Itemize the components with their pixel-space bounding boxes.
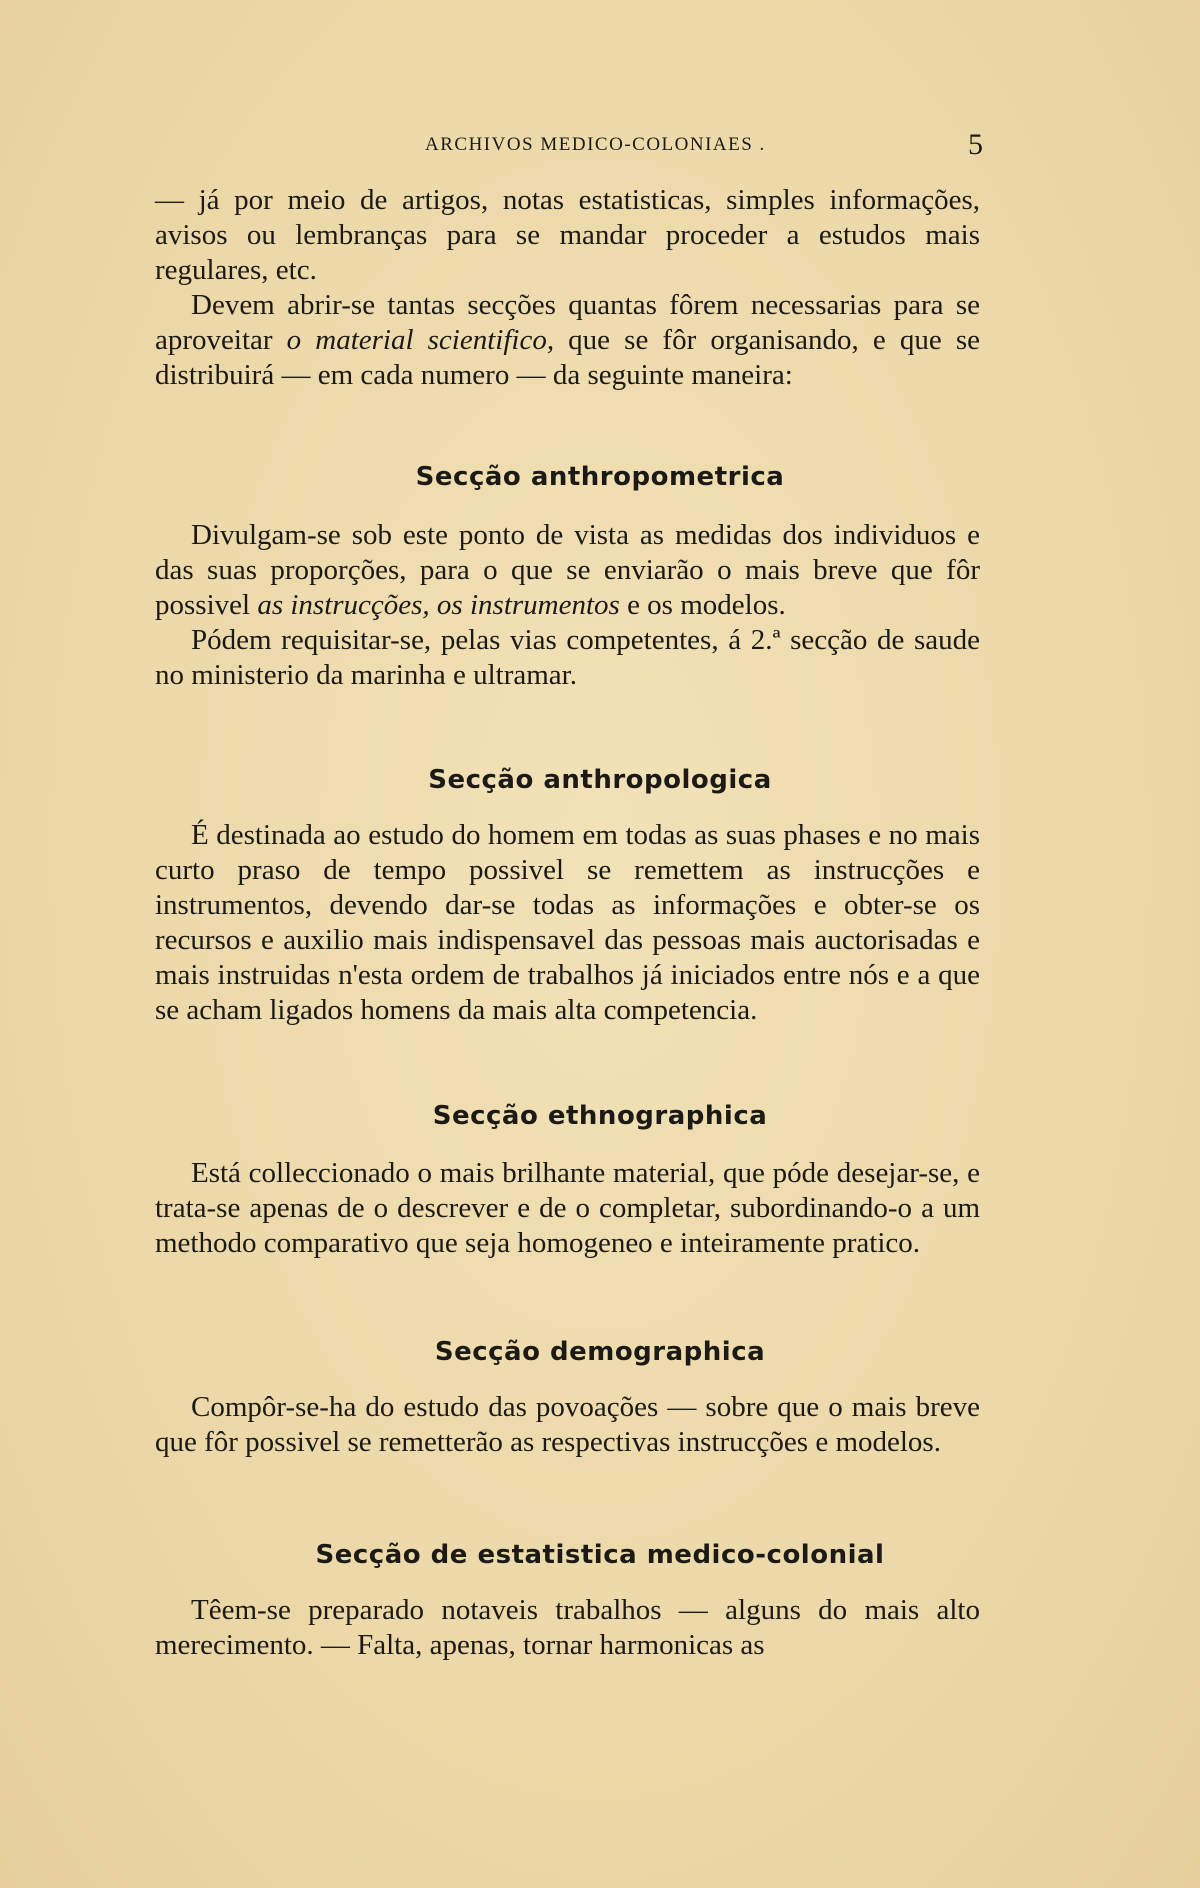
anthropometrica-p1-emphasis: as instrucções, os instrumentos [257, 589, 620, 621]
intro-p2-text-a: Devem abrir-se tantas secções quantas fôrem necessarias para se aproveitar [155, 289, 980, 356]
ethnographica-block [155, 1156, 980, 1261]
page-number: 5 [968, 128, 983, 161]
intro-paragraph-2 [155, 288, 980, 393]
ethnographica-paragraph-1: Está colleccionado o mais brilhante material, que póde desejar-se, e trata-se apenas de o descrever e de o completar, subordinando-o a um methodo comparativo que seja homogeneo e inteiramente pratico. [155, 1157, 980, 1259]
estatistica-block [155, 1593, 980, 1663]
anthropometrica-block [155, 518, 980, 693]
intro-block [155, 183, 980, 393]
heading-estatistica: Secção de estatistica medico-colonial [315, 1540, 885, 1570]
anthropologica-paragraph-1: É destinada ao estudo do homem em todas as suas phases e no mais curto praso de tempo possivel se remettem as instrucções e instrumentos, devendo dar-se todas as informações e obter-se os recursos e auxilio mais indispensavel das pessoas mais auctorisadas e mais instruidas n'esta ordem de trabalhos já iniciados entre nós e a que se acham ligados homens da mais alta competencia. [155, 819, 980, 1026]
running-title: ARCHIVOS MEDICO-COLONIAES . [425, 134, 766, 155]
heading-anthropologica: Secção anthropologica [428, 765, 772, 795]
demographica-block [155, 1390, 980, 1460]
page-header [0, 128, 1200, 161]
anthropometrica-p1-text-a: Divulgam-se sob este ponto de vista as medidas dos individuos e das suas proporções, para o que se enviarão o mais breve que fôr possivel [155, 519, 980, 621]
heading-ethnographica: Secção ethnographica [432, 1101, 768, 1131]
demographica-paragraph-1: Compôr-se-ha do estudo das povoações — sobre que o mais breve que fôr possivel se remetterão as respectivas instrucções e modelos. [155, 1391, 980, 1458]
anthropometrica-paragraph-2: Pódem requisitar-se, pelas vias competentes, á 2.ª secção de saude no ministerio da marinha e ultramar. [155, 624, 980, 691]
intro-paragraph-1: — já por meio de artigos, notas estatisticas, simples informações, avisos ou lembranças para se mandar proceder a estudos mais regulares, etc. [155, 184, 980, 286]
anthropometrica-paragraph-1 [155, 518, 980, 623]
anthropologica-block [155, 818, 980, 1028]
heading-demographica: Secção demographica [434, 1337, 766, 1367]
intro-p2-text-b: que se fôr organisando, e que se distribuirá — em cada numero — da seguinte maneira: [155, 324, 981, 391]
anthropometrica-p1-text-b: e os modelos. [619, 589, 786, 621]
estatistica-paragraph-1: Têem-se preparado notaveis trabalhos — alguns do mais alto merecimento. — Falta, apenas, tornar harmonicas as [155, 1594, 980, 1661]
heading-anthropometrica: Secção anthropometrica [415, 462, 785, 492]
intro-p2-emphasis: o material scientifico, [286, 324, 555, 356]
